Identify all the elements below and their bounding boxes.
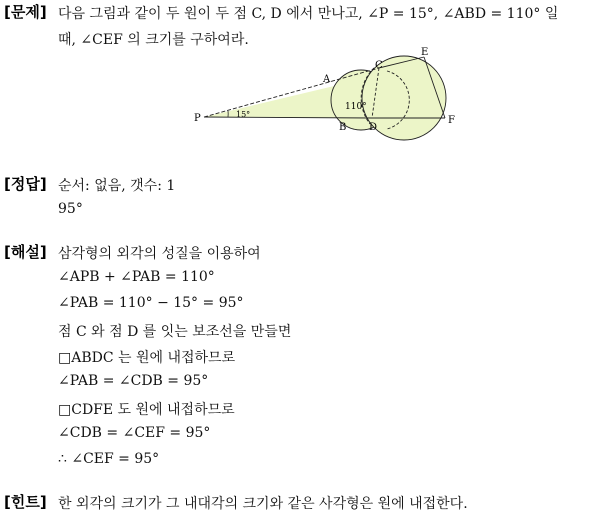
solution-line-1: 삼각형의 외각의 성질을 이용하여 (58, 243, 261, 263)
solution-tag: [해설] (4, 241, 47, 262)
problem-text-line-2: 때, ∠CEF 의 크기를 구하여라. (58, 29, 249, 49)
solution-line-6: ∠PAB = ∠CDB = 95° (58, 373, 208, 389)
answer-tag: [정답] (4, 173, 47, 194)
solution-line-8: ∠CDB = ∠CEF = 95° (58, 425, 210, 441)
label-f: F (448, 115, 455, 126)
hint-text: 한 외각의 크기가 그 내대각의 크기와 같은 사각형은 원에 내접한다. (58, 493, 468, 513)
answer-text-line-1: 순서: 없음, 갯수: 1 (58, 175, 175, 195)
solution-line-3: ∠PAB = 110° − 15° = 95° (58, 295, 244, 311)
label-b: B (339, 122, 346, 133)
solution-line-4: 점 C 와 점 D 를 잇는 보조선을 만들면 (58, 321, 291, 341)
hint-tag: [힌트] (4, 491, 47, 512)
label-d: D (369, 122, 377, 133)
geometry-figure (0, 0, 591, 150)
problem-text-line-1: 다음 그림과 같이 두 원이 두 점 C, D 에서 만나고, ∠P = 15°, ∠ABD = 110° 일 (58, 3, 558, 23)
solution-line-5: □ABDC 는 원에 내접하므로 (58, 347, 235, 367)
solution-line-2: ∠APB + ∠PAB = 110° (58, 269, 215, 285)
solution-line-9: ∴ ∠CEF = 95° (58, 451, 159, 467)
label-angle-p: 15° (236, 110, 250, 119)
problem-tag: [문제] (4, 1, 47, 22)
label-c: C (375, 60, 383, 71)
answer-value: 95° (58, 201, 83, 217)
label-angle-abd: 110° (345, 102, 367, 112)
label-p: P (194, 113, 201, 124)
shaded-triangle (204, 86, 341, 118)
label-e: E (421, 47, 428, 58)
label-a: A (322, 74, 331, 85)
solution-line-7: □CDFE 도 원에 내접하므로 (58, 399, 235, 419)
